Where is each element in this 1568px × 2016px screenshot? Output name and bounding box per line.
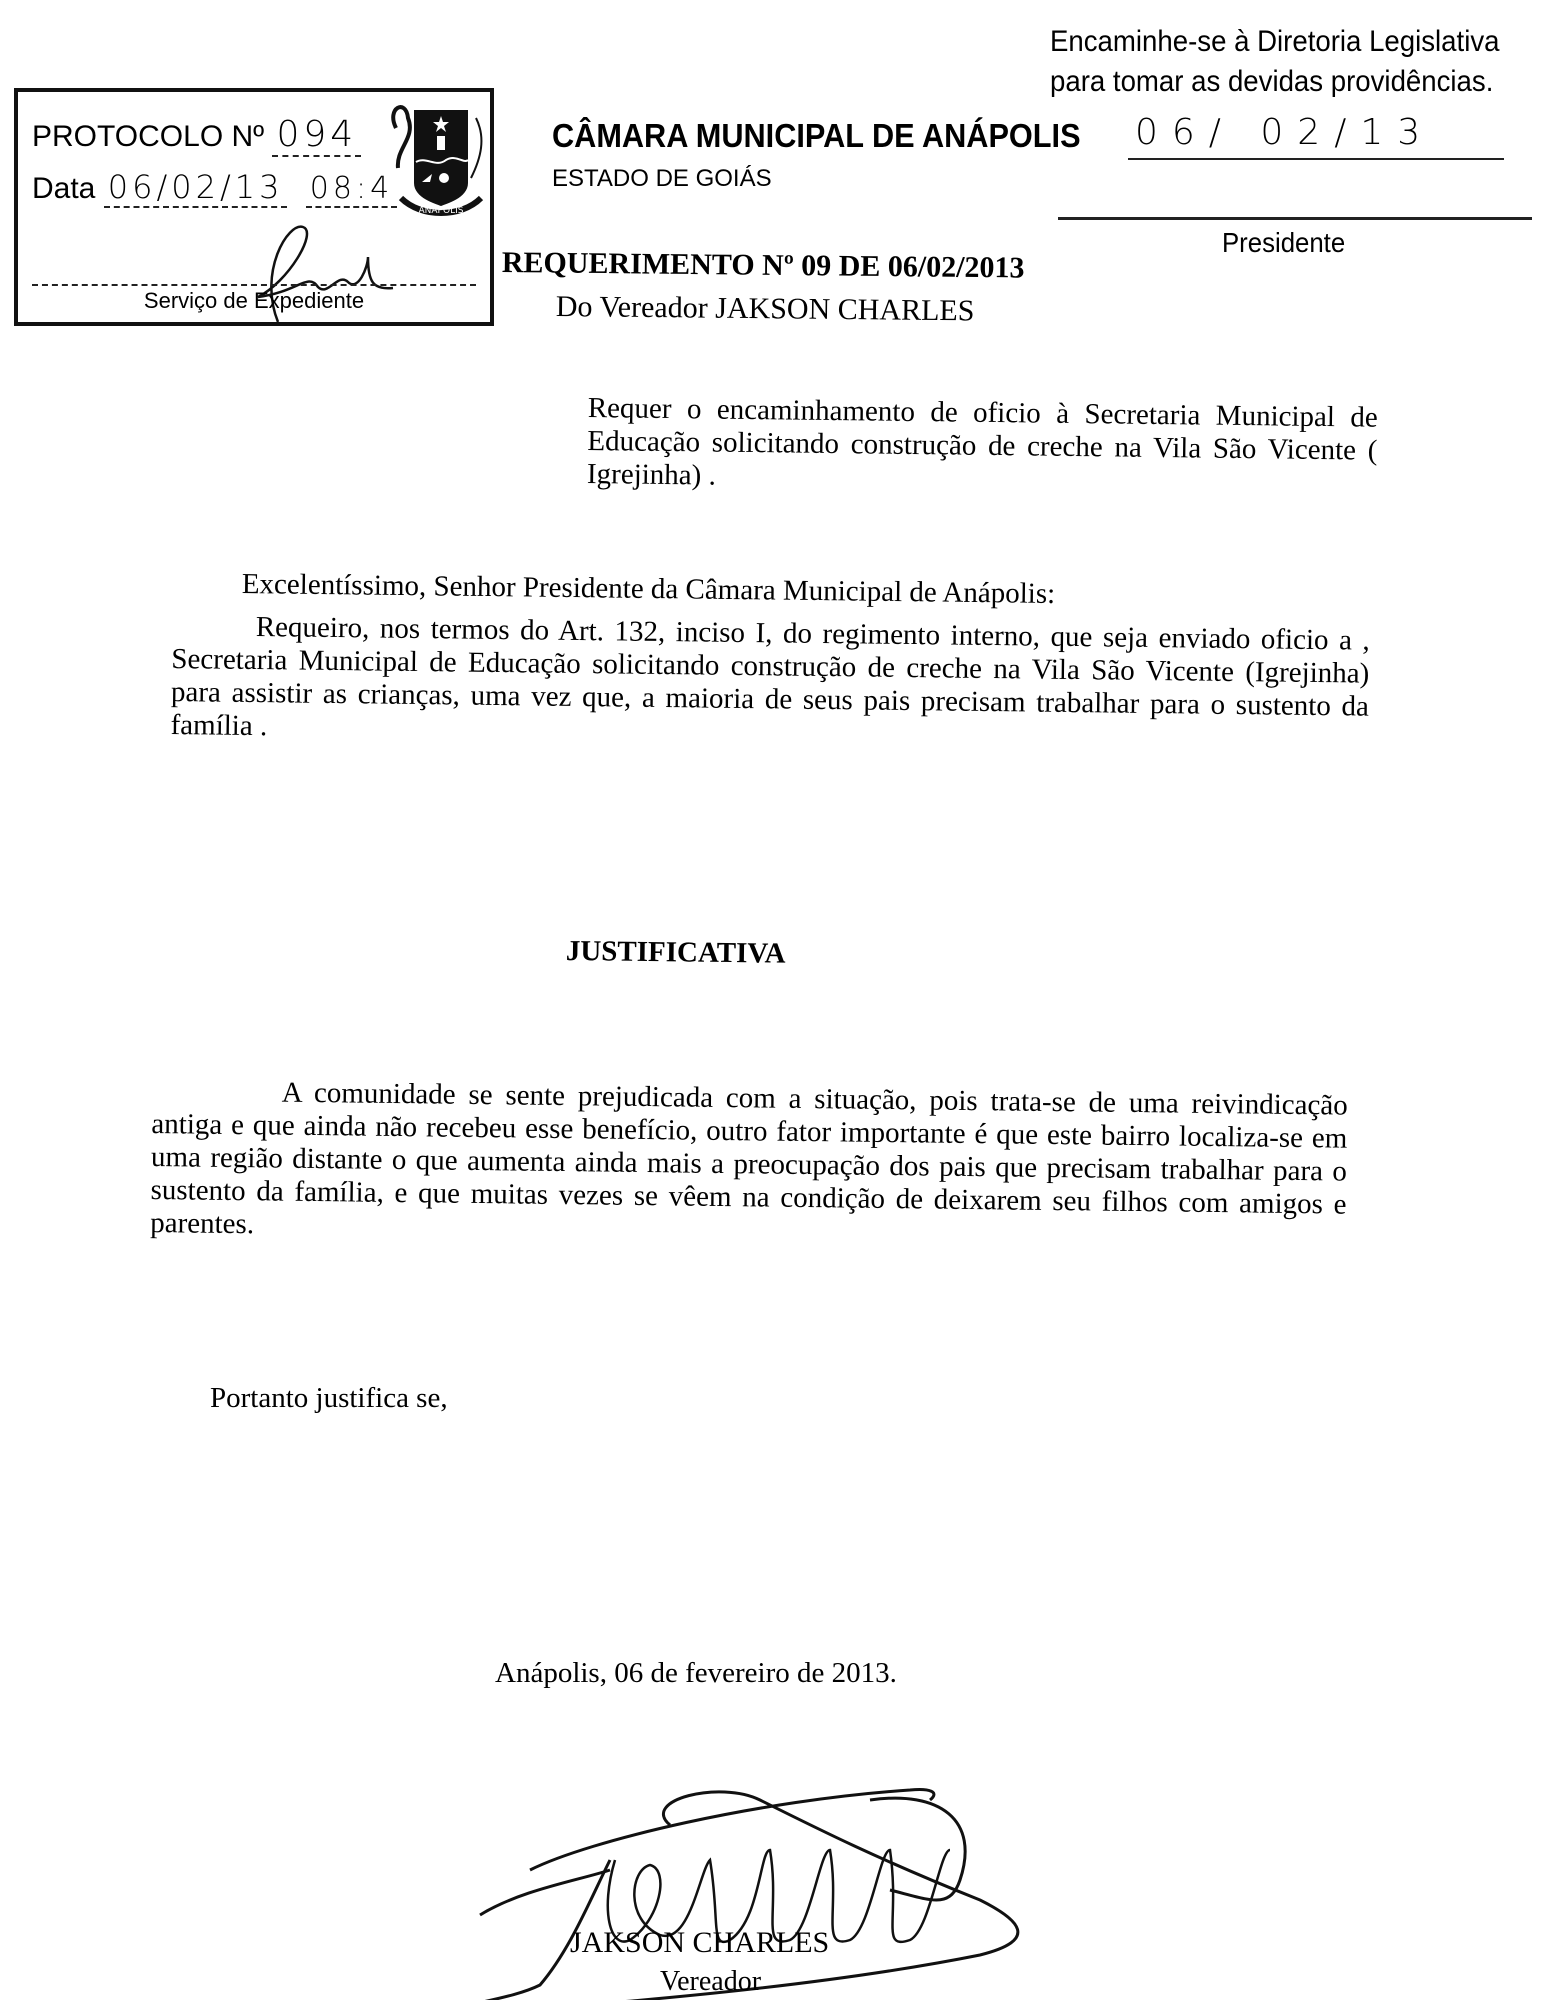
president-signature-line — [1058, 217, 1532, 220]
signer-signature — [460, 1740, 1100, 2000]
signer-name: JAKSON CHARLES — [570, 1926, 830, 1959]
chamber-underline — [1128, 158, 1504, 160]
request-summary: Requer o encaminhamento de oficio à Secretaria Municipal de Educação solicitando construção de creche na Vila São Vicente ( Igrejinha) . — [586, 392, 1378, 492]
crest-label: ANÁPOLIS — [418, 206, 464, 216]
place-and-date: Anápolis, 06 de fevereiro de 2013. — [495, 1657, 897, 1689]
handwritten-dispatch-date: 06/ 02/13 — [1135, 112, 1435, 153]
municipal-crest-icon — [386, 98, 486, 228]
request-body: Requeiro, nos termos do Art. 132, inciso I, do regimento interno, que seja enviado oficio a , Secretaria Municipal de Educação solicitando construção de creche na Vila São Vicente (Igrejinha) para assistir as crianças, uma vez que, a maioria de seus pais precisam trabalhar para o sustento da família . — [170, 611, 1370, 743]
salutation: Excelentíssimo, Senhor Presidente da Câmara Municipal de Anápolis: — [241, 568, 1056, 610]
closing-line: Portanto justifica se, — [210, 1382, 448, 1414]
justification-title: JUSTIFICATIVA — [565, 935, 786, 970]
chamber-title: CÂMARA MUNICIPAL DE ANÁPOLIS — [552, 117, 1081, 154]
protocol-date-row — [32, 168, 397, 208]
state-name: ESTADO DE GOIÁS — [552, 165, 772, 192]
dispatch-note-line-2: para tomar as devidas providências. — [1050, 65, 1494, 98]
stamp-initials-signature — [218, 212, 398, 332]
dispatch-note — [1050, 22, 1499, 102]
president-label: Presidente — [1222, 227, 1346, 258]
protocol-row — [32, 114, 361, 157]
protocol-date-value: 06/02/13 — [104, 168, 288, 208]
protocol-label: PROTOCOLO Nº — [32, 120, 265, 153]
justification-body: A comunidade se sente prejudicada com a situação, pois trata-se de uma reivindicação antiga e que ainda não recebeu esse benefício, outro fator importante é que este bairro localiza-se em uma região distante o que aumenta ainda mais a preocupação dos pais que precisam trabalhar para o sustento da família, e que muitas vezes se vêem na condição de deixarem seu filhos com amigos e parentes. — [149, 1076, 1348, 1241]
signer-role: Vereador — [660, 1966, 762, 1997]
dispatch-note-line-1: Encaminhe-se à Diretoria Legislativa — [1050, 25, 1500, 58]
protocol-date-label: Data — [32, 172, 96, 205]
service-label: Serviço de Expediente — [143, 288, 365, 313]
request-author: Do Vereador JAKSON CHARLES — [555, 290, 975, 328]
request-title: REQUERIMENTO Nº 09 DE 06/02/2013 — [501, 246, 1025, 285]
protocol-number: 094 — [272, 114, 361, 157]
stamp-signature-line — [32, 284, 476, 286]
protocol-time-value: 08:4 — [306, 171, 397, 208]
